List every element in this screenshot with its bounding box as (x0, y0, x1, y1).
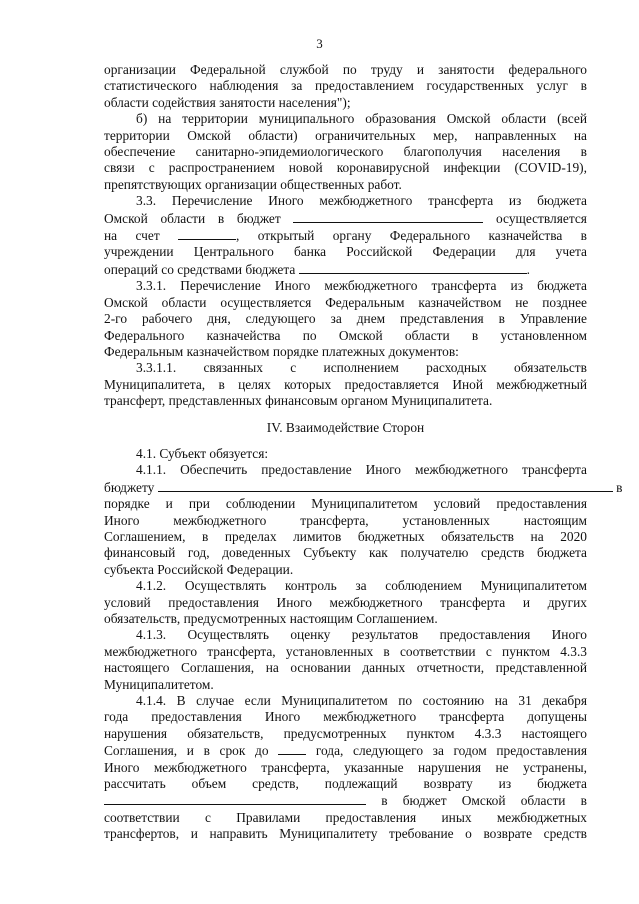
fill-in-blank (293, 210, 483, 223)
text-line: препятствующих организации общественных работ. (104, 176, 402, 192)
text-line: Омской области в бюджет осуществляется (104, 210, 587, 226)
fill-in-blank (278, 742, 306, 755)
fill-in-blank (158, 479, 613, 492)
text-line: субъекта Российской Федерации. (104, 561, 294, 577)
text-line: 3.3.1. Перечисление Иного межбюджетного трансферта из бюджета (136, 278, 587, 294)
text-line: порядке и при соблюдении Муниципалитетом условий предоставления (104, 496, 587, 512)
text-line: в бюджет Омской области в (104, 792, 587, 809)
text-line: Муниципалитета, в целях которых предоставляется Иной межбюджетный (104, 376, 587, 392)
text-line: настоящего Соглашения, на основании данных отчетности, представленной (104, 660, 587, 676)
text-line: обязательств, предусмотренных настоящим Соглашением. (104, 611, 438, 626)
text-line: межбюджетного трансферта, установленных в соответствии с пунктом 4.3.3 (104, 643, 587, 659)
text-line: учреждении Центрального банка Российской Федерации для учета (104, 244, 587, 260)
text-line: нарушения обязательств, предусмотренных пунктом 4.3.3 настоящего (104, 725, 587, 741)
text-line: рассчитать объем средств, подлежащий возврату из бюджета (104, 776, 587, 792)
text-line: 4.1.4. В случае если Муниципалитетом по состоянию на 31 декабря (136, 693, 587, 709)
text-line: финансовый год, доведенных Субъекту как получателю средств бюджета (104, 545, 587, 561)
text-line: Соглашением, в пределах лимитов бюджетных обязательств на 2020 (104, 528, 587, 544)
text-line: Федерального казначейства по Омской области в установленном (104, 327, 587, 343)
text-line: организации Федеральной службой по труду и занятости федерального (104, 62, 587, 77)
text-line: трансфертов, и направить Муниципалитету требование о возврате средств (104, 826, 587, 842)
text-line: статистического наблюдения за предоставлением государственных услуг в (104, 78, 587, 94)
fill-in-blank (104, 792, 366, 805)
text-line: трансферт, представленных финансовым органом Муниципалитета. (104, 393, 493, 409)
text-line: Омской области осуществляется Федеральным казначейством не позднее (104, 294, 587, 310)
text-line: обеспечение санитарно-эпидемиологического благополучия населения в (104, 144, 587, 160)
document-body (104, 62, 623, 843)
fill-in-blank (178, 227, 236, 240)
text-line: Федеральным казначейством порядке платежных документов: (104, 343, 459, 359)
text-line: связи с распространением новой коронавирусной инфекции (COVID-19), (104, 160, 587, 176)
text-line: Иного межбюджетного трансферта, установленных настоящим (104, 512, 587, 528)
text-line: года предоставления Иного межбюджетного трансферта допущены (104, 709, 587, 725)
text-line: соответствии с Правилами предоставления иных межбюджетных (104, 809, 587, 825)
text-line: б) на территории муниципального образования Омской области (всей (136, 111, 587, 127)
text-line: 4.1. Субъект обязуется: (136, 445, 269, 461)
fill-in-blank (299, 261, 527, 274)
text-line: 3.3.1.1. связанных с исполнением расходных обязательств (136, 360, 587, 376)
text-line: 4.1.1. Обеспечить предоставление Иного межбюджетного трансферта (136, 462, 587, 478)
text-line: Иного межбюджетного трансферта, указанные нарушения не устранены, (104, 759, 587, 775)
text-line: 4.1.2. Осуществлять контроль за соблюдением Муниципалитетом (136, 578, 587, 594)
text-line: 4.1.3. Осуществлять оценку результатов предоставления Иного (136, 627, 587, 643)
text-line: территории Омской области) ограничительных мер, направленных на (104, 127, 587, 143)
section-heading: IV. Взаимодействие Сторон (266, 419, 425, 435)
text-line: Муниципалитетом. (104, 676, 214, 692)
text-line: 2-го рабочего дня, следующего за днем представления в Управление (104, 311, 587, 327)
text-line: Соглашения, и в срок до года, следующего за годом предоставления (104, 743, 587, 759)
page-number: 3 (316, 36, 323, 51)
text-line: бюджету в (104, 479, 623, 495)
text-line: 3.3. Перечисление Иного межбюджетного трансферта из бюджета (136, 193, 587, 209)
text-line: условий предоставления Иного межбюджетного трансферта и других (104, 594, 587, 610)
text-line: операций со средствами бюджета . (104, 261, 531, 277)
text-line: на счет , открытый органу Федерального казначейства в (104, 228, 587, 244)
text-line: области содействия занятости населения"); (104, 94, 351, 110)
